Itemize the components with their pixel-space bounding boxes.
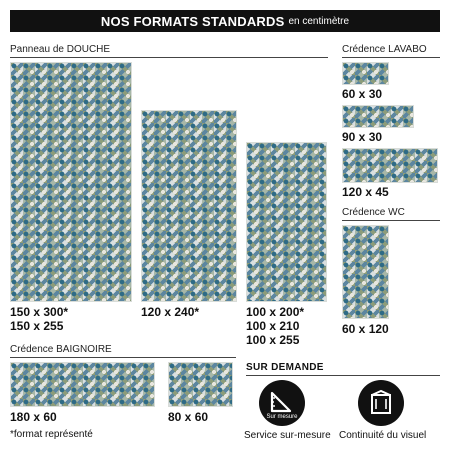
header-title: NOS FORMATS STANDARDS (100, 13, 285, 29)
tile-douche-120x240 (141, 110, 237, 302)
section-baignoire-rule (10, 357, 236, 358)
sur-demande-rule (246, 375, 440, 376)
tile-baignoire-180x60 (10, 362, 155, 407)
size-lavabo-2: 90 x 30 (342, 130, 383, 144)
header-banner (10, 10, 440, 32)
service-icon-text: Sur mesure (266, 414, 298, 420)
size-douche-3 (246, 305, 304, 347)
tile-wc-60x120 (342, 225, 389, 319)
section-wc-rule (342, 220, 440, 221)
size-douche-1-b: 150 x 255 (10, 319, 64, 333)
tile-lavabo-90x30 (342, 105, 414, 128)
tile-douche-150x300 (10, 62, 132, 302)
format-note: *format représenté (10, 429, 93, 440)
header-subtitle: en centimètre (288, 15, 350, 27)
size-douche-3-c: 100 x 255 (246, 333, 300, 347)
size-douche-2-a: 120 x 240* (141, 305, 200, 319)
section-douche-label: Panneau de DOUCHE (10, 44, 111, 55)
frame-continuity-icon (358, 380, 404, 426)
section-douche-rule (10, 57, 328, 58)
tile-lavabo-120x45 (342, 148, 438, 183)
tile-douche-100x200 (246, 142, 327, 302)
section-baignoire-label: Crédence BAIGNOIRE (10, 344, 112, 355)
size-baignoire-1: 180 x 60 (10, 410, 57, 424)
section-lavabo-rule (342, 57, 440, 58)
section-lavabo-label: Crédence LAVABO (342, 44, 427, 55)
size-douche-3-a: 100 x 200* (246, 305, 305, 319)
ruler-triangle-icon (259, 380, 305, 426)
size-wc: 60 x 120 (342, 322, 389, 336)
section-wc-label: Crédence WC (342, 207, 405, 218)
size-douche-3-b: 100 x 210 (246, 319, 300, 333)
tile-baignoire-80x60 (168, 362, 233, 407)
size-douche-1-a: 150 x 300* (10, 305, 69, 319)
service-label: Service sur-mesure (244, 430, 331, 441)
continuity-label: Continuité du visuel (339, 430, 427, 441)
size-baignoire-2: 80 x 60 (168, 410, 209, 424)
tile-lavabo-60x30 (342, 62, 389, 85)
size-douche-2 (141, 305, 199, 319)
sur-demande-title: SUR DEMANDE (246, 362, 324, 373)
size-lavabo-3: 120 x 45 (342, 185, 389, 199)
size-lavabo-1: 60 x 30 (342, 87, 383, 101)
size-douche-1 (10, 305, 68, 333)
